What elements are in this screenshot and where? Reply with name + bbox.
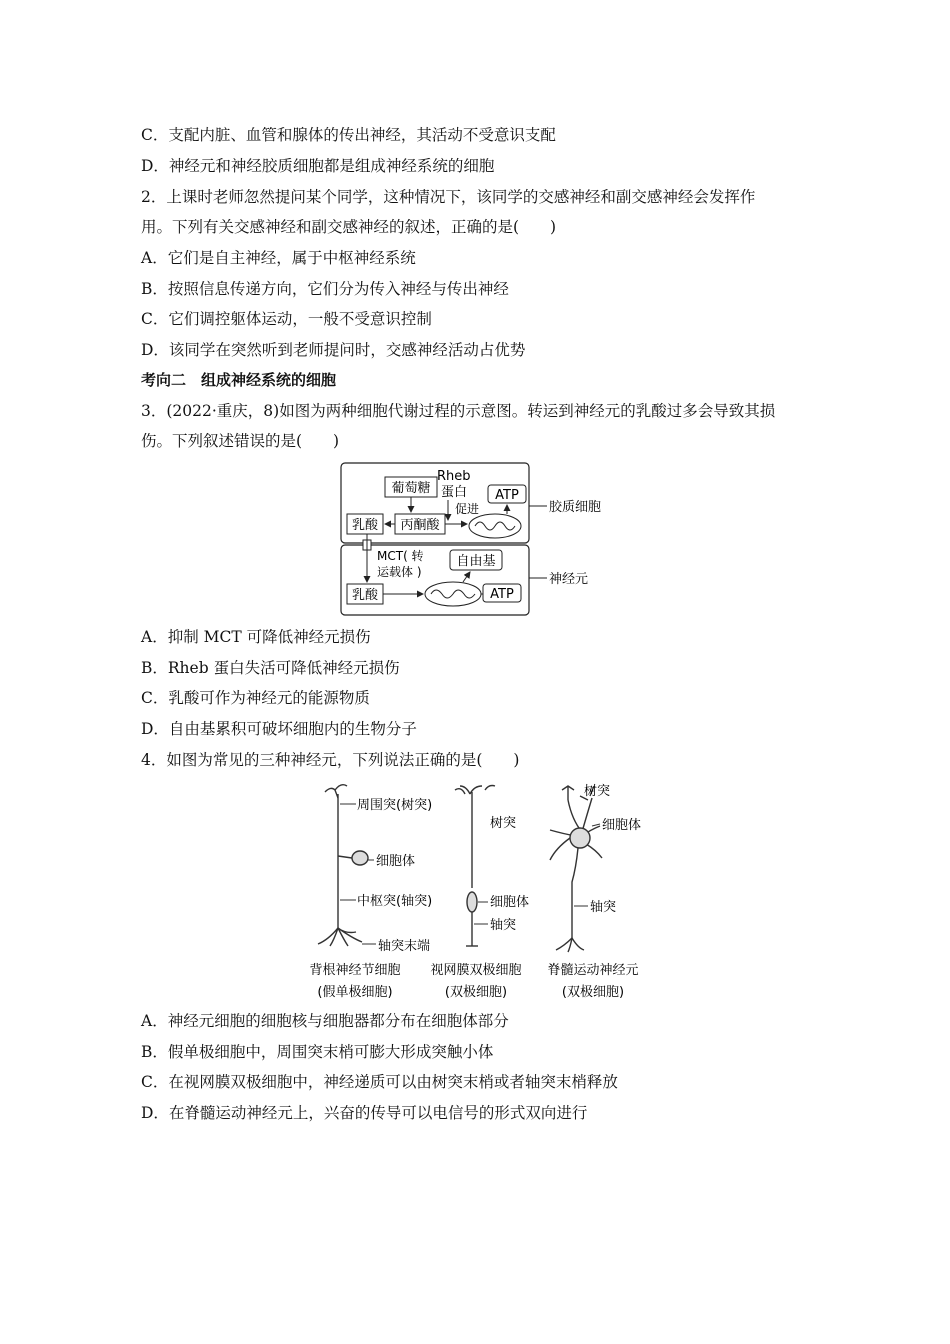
q4-option-a: A．神经元细胞的细胞核与细胞器都分布在细胞体部分: [141, 1012, 509, 1030]
promote-label: 促进: [455, 502, 480, 516]
q2-option-d: D．该同学在突然听到老师提问时，交感神经活动占优势: [141, 341, 526, 359]
n2-soma-label: 细胞体: [490, 895, 530, 910]
section-heading: 考向二 组成神经系统的细胞: [141, 371, 337, 389]
lactate-glial-label: 乳酸: [351, 518, 379, 533]
q2-option-c: C．它们调控躯体运动，一般不受意识控制: [141, 310, 432, 328]
neuron-types-figure: [300, 778, 660, 1006]
q4-option-c: C．在视网膜双极细胞中，神经递质可以由树突末梢或者轴突末梢释放: [141, 1073, 618, 1091]
n1-peripheral-label: 周围突(树突): [357, 798, 433, 813]
q4-stem: 4．如图为常见的三种神经元，下列说法正确的是( ): [141, 751, 520, 769]
n3-name: 脊髓运动神经元: [547, 963, 639, 978]
q3-option-c: C．乳酸可作为神经元的能源物质: [141, 689, 370, 707]
atp-neuron-label: ATP: [490, 587, 514, 602]
n3-axon-label: 轴突: [590, 900, 617, 915]
mct-label: MCT( 转: [377, 549, 424, 563]
n1-name: 背根神经节细胞: [309, 963, 401, 978]
q3-option-d: D．自由基累积可破坏细胞内的生物分子: [141, 720, 417, 738]
metabolism-diagram: [335, 460, 635, 620]
n1-central-label: 中枢突(轴突): [357, 894, 433, 909]
n3-soma-label: 细胞体: [602, 818, 642, 833]
free-radical-label: 自由基: [456, 554, 496, 569]
pyruvate-label: 丙酮酸: [400, 518, 440, 533]
q1-option-c: C．支配内脏、血管和腺体的传出神经，其活动不受意识支配: [141, 126, 556, 144]
n3-type: (双极细胞): [561, 985, 625, 1000]
q3-stem-line2: 伤。下列叙述错误的是( ): [141, 432, 340, 450]
q1-option-d: D．神经元和神经胶质细胞都是组成神经系统的细胞: [141, 157, 495, 175]
q3-stem-line1: 3．(2022·重庆，8)如图为两种细胞代谢过程的示意图。转运到神经元的乳酸过多会导致其损: [141, 402, 776, 420]
n2-axon-label: 轴突: [490, 918, 517, 933]
q4-option-b: B．假单极细胞中，周围突末梢可膨大形成突触小体: [141, 1043, 494, 1061]
q2-option-b: B．按照信息传递方向，它们分为传入神经与传出神经: [141, 280, 509, 298]
q3-option-b: B．Rheb 蛋白失活可降低神经元损伤: [141, 659, 400, 677]
n2-dendrite-label: 树突: [490, 816, 517, 831]
glucose-label: 葡萄糖: [391, 481, 431, 496]
n2-type: (双极细胞): [444, 985, 508, 1000]
q2-option-a: A．它们是自主神经，属于中枢神经系统: [141, 249, 416, 267]
neuron-label: 神经元: [549, 572, 589, 587]
rheb-label-2: 蛋白: [441, 485, 468, 500]
q3-option-a: A．抑制 MCT 可降低神经元损伤: [141, 628, 371, 646]
n3-dendrite-label: 树突: [584, 784, 611, 799]
mct-label-2: 运载体 ): [377, 565, 422, 579]
n1-soma-label: 细胞体: [376, 854, 416, 869]
n2-name: 视网膜双极细胞: [430, 963, 522, 978]
n1-type: (假单极细胞): [317, 985, 393, 1000]
atp-glial-label: ATP: [495, 488, 519, 503]
n1-terminal-label: 轴突末端: [378, 939, 431, 954]
glial-cell-label: 胶质细胞: [549, 500, 602, 515]
lactate-neuron-label: 乳酸: [351, 588, 379, 603]
q2-stem-line2: 用。下列有关交感神经和副交感神经的叙述，正确的是( ): [141, 218, 557, 236]
rheb-label: Rheb: [437, 469, 471, 484]
q4-option-d: D．在脊髓运动神经元上，兴奋的传导可以电信号的形式双向进行: [141, 1104, 588, 1122]
q2-stem-line1: 2．上课时老师忽然提问某个同学，这种情况下，该同学的交感神经和副交感神经会发挥作: [141, 188, 756, 206]
